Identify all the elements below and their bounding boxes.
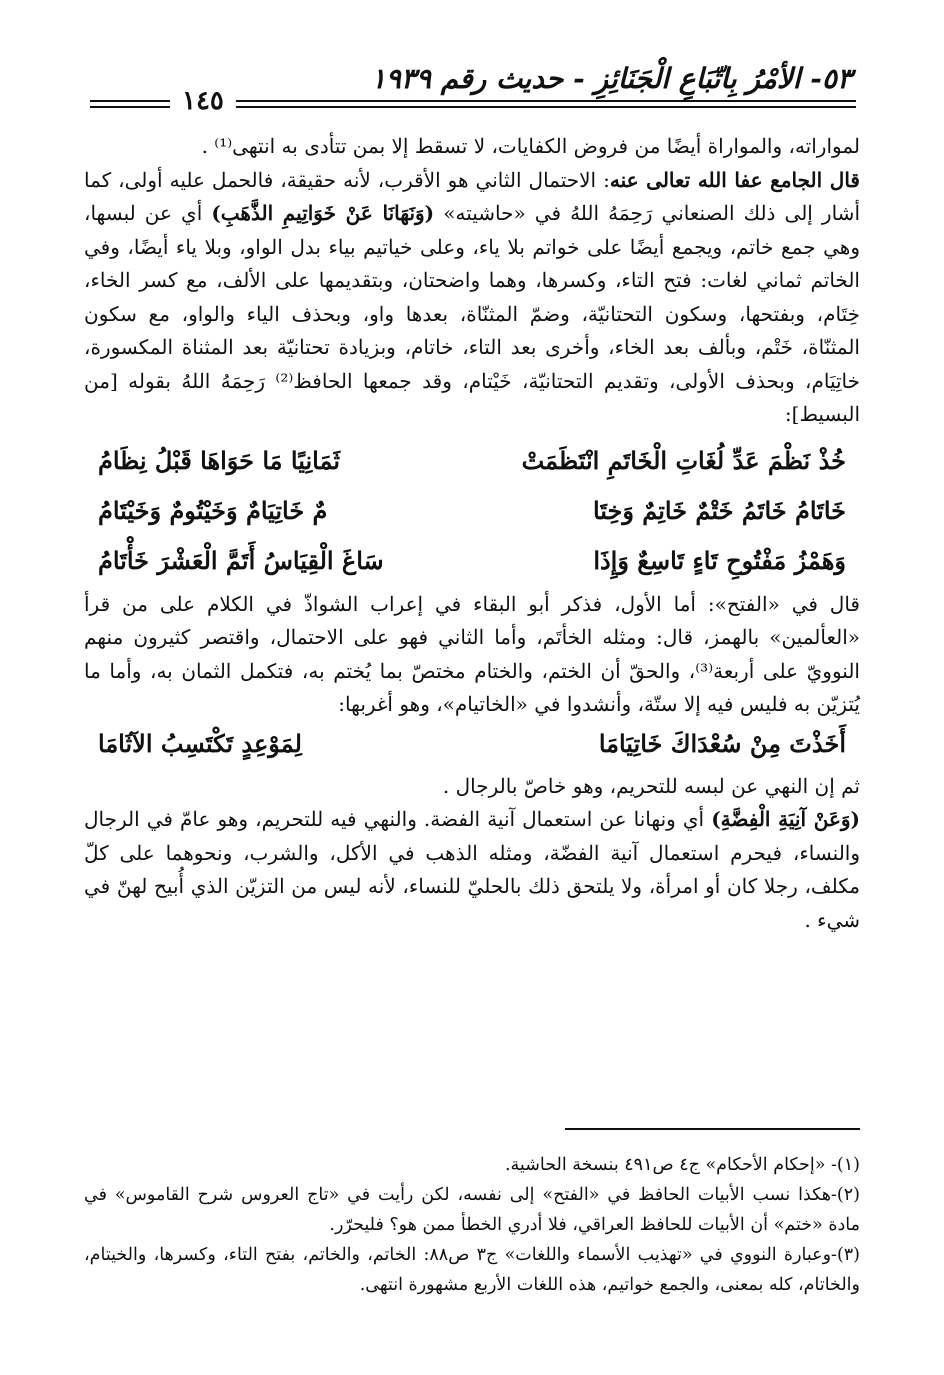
footnote: (٣)-وعبارة النووي في «تهذيب الأسماء واللغات» ج٣ ص٨٨: الخاتم، والخاتم، بفتح التاء، وكسرها، والخيتام، والخاتام، كله بمعنى، والجمع خواتيم، هذه اللغات الأربع مشهورة انتهى. [84,1245,860,1295]
paragraph-1: لمواراته، والمواراة أيضًا من فروض الكفايات، لا تسقط إلا بمن تتأدى به انتهى⁽¹⁾ . [201,134,860,158]
footnote-separator [565,1128,860,1130]
paragraph-2-text-b: أي عن لبسها، وهي جمع خاتم، ويجمع أيضًا على خواتم بلا ياء، وعلى خياتيم بياء بدل الواو، وبلا ياء أيضًا، وفي الخاتم ثماني لغات: فتح التاء، وكسرها، وهما واضحتان، وبتقديمها على الألف، مع كسر الخاء، خِتَام، وبفتحها، وسكون التحتانيّة، وضمّ المثنّاة، بعدها واو، وبحذف الياء والواو، مع سكون المثنّاة، خَتْم، وبألف بعد الخاء، وأخرى بعد التاء، خاتام، وبزيادة تحتانيّة بعد المثناة المكسورة، خاتِيَام، وبحذف الأولى، وتقديم التحتانيّة، خَيْتام، وقد جمعها الحافظ⁽²⁾ رَحِمَهُ اللهُ بقوله [من البسيط]: [84,201,861,426]
footnote: (١)- «إحكام الأحكام» ج٤ ص٤٩١ بنسخة الحاشية. [504,1155,860,1175]
hemistich-left: ثَمَانِيًا مَا حَوَاهَا قَبْلُ نِظَامُ [98,445,340,475]
hadith-quote-silver-vessels: (وَعَنْ آنِيَةِ الْفِضَّةِ) [711,807,860,831]
footnotes [84,1150,860,1300]
poem-line [84,536,860,586]
paragraph-5-text: أي ونهانا عن استعمال آنية الفضة. والنهي فيه للتحريم، وهو عامّ في الرجال والنساء، فيحرم استعمال آنية الفضّة، ومثله الذهب في الأكل، والشرب، ونحوهما على كلّ مكلف، رجلا كان أو امرأة، ولا يلتحق ذلك بالحليّ للنساء، لأنه ليس من التزيّن الذي أُبيح لهنّ في شيء . [84,807,860,932]
footnote: (٢)-هكذا نسب الأبيات الحافظ في «الفتح» إلى نفسه، لكن رأيت في «تاج العروس شرح القاموس» في مادة «ختم» أن الأبيات للحافظ العراقي، فلا أدري الخطأ ممن هو؟ فليحرّر. [84,1185,860,1235]
poem-line [84,486,860,536]
hadith-quote-gold-rings: (وَنَهَانَا عَنْ خَوَاتِيمِ الذَّهَبِ) [211,201,435,225]
hemistich-left: لِمَوْعِدٍ تَكْتَسِبُ الآثَامَا [98,728,302,758]
hemistich-right: خُذْ نَظْمَ عَدِّ لُغَاتِ الْخَاتَمِ انْتَظَمَتْ [521,445,846,475]
author-remark-label: قال الجامع عفا الله تعالى عنه [609,167,860,192]
hemistich-left: سَاغَ الْقِيَاسُ أَتَمَّ الْعَشْرَ خَأْتَامُ [98,545,384,575]
verse-khatiyam [84,722,860,766]
paragraph-5 [84,803,860,937]
page-number: ١٤٥ [170,86,236,116]
hemistich-right: خَاتَامُ خَاتَمُ خَتْمٌ خَاتِمٌ وَخِتَا [592,495,846,525]
paragraph-3: قال في «الفتح»: أما الأول، فذكر أبو البقاء في إعراب الشواذّ في الكلام على من قرأ «العألمين» بالهمز، قال: ومثله الخأتَم، وأما الثاني فهو على الاحتمال، واقتصر كثيرون منهم النوويّ على أربعة⁽³⁾، والحقّ أن الختم، والختام مختصّ بما يُختم به، فتكمل الثمان به، وأما ما يُتزيّن به فليس فيه إلا ستّة، وأنشدوا في «الخاتيام»، وهو أغربها: [84,591,860,716]
paragraph-4: ثم إن النهي عن لبسه للتحريم، وهو خاصّ بالرجال . [442,773,860,798]
hemistich-right: أَخَذْتَ مِنْ سُعْدَاكَ خَاتِيَامَا [598,728,846,758]
hemistich-left: مٌ خَاتِيَامٌ وَخَيْتُومٌ وَخَيْتَامُ [98,495,328,525]
hemistich-right: وَهَمْزُ مَفْتُوحِ تَاءٍ تَاسِعٌ وَإِذَا [593,545,846,575]
paragraph-2-text-a: : الاحتمال الثاني هو الأقرب، لأنه حقيقة، فالحمل عليه أولى، كما أشار إلى ذلك الصنعاني رَحِمَهُ اللهُ في «حاشيته» [84,167,861,225]
running-header: ٥٣- الأمْرُ بِاتّبَاعِ الْجَنَائِزِ - حديث رقم ١٩٣٩ [370,62,852,95]
main-text [84,130,860,937]
poem-line [84,436,860,486]
poem [84,436,860,586]
paragraph-2 [84,164,860,432]
